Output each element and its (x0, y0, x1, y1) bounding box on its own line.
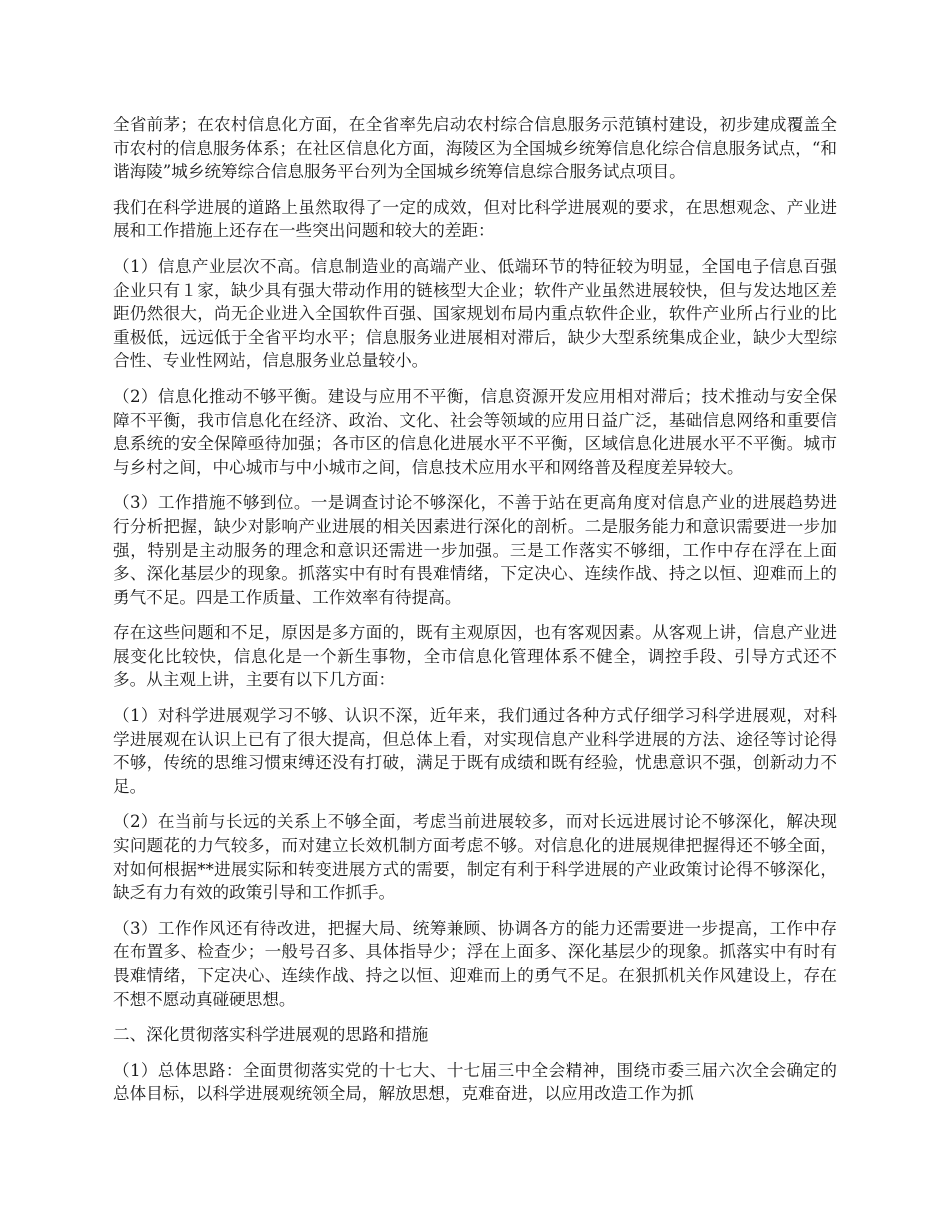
paragraph: （3）工作作风还有待改进，把握大局、统筹兼顾、协调各方的能力还需要进一步提高，工作中存在布置多、检查少；一般号召多、具体指导少；浮在上面多、深化基层少的现象。抓落实中有时有畏难情绪，下定决心、连续作战、持之以恒、迎难而上的勇气不足。在狠抓机关作风建设上，存在不想不愿动真碰硬思想。 (113, 918, 837, 1009)
paragraph: （2）在当前与长远的关系上不够全面，考虑当前进展较多，而对长远进展讨论不够深化，解决现实问题花的力气较多，而对建立长效机制方面考虑不够。对信息化的进展规律把握得还不够全面，对如何根据**进展实际和转变进展方式的需要，制定有利于科学进展的产业政策讨论得不够深化，缺乏有力有效的政策引导和工作抓手。 (113, 812, 837, 903)
paragraph: 存在这些问题和不足，原因是多方面的，既有主观原因，也有客观因素。从客观上讲，信息产业进展变化比较快，信息化是一个新生事物，全市信息化管理体系不健全，调控手段、引导方式还不多。从主观上讲，主要有以下几方面： (113, 623, 837, 690)
paragraph: 全省前茅；在农村信息化方面，在全省率先启动农村综合信息服务示范镇村建设，初步建成覆盖全市农村的信息服务体系；在社区信息化方面，海陵区为全国城乡统筹信息化综合信息服务试点，“和谐海陵”城乡统筹综合信息服务平台列为全国城乡统筹信息综合服务试点项目。 (113, 115, 837, 182)
paragraph: 我们在科学进展的道路上虽然取得了一定的成效，但对比科学进展观的要求，在思想观念、产业进展和工作措施上还存在一些突出问题和较大的差距： (113, 197, 837, 241)
document-body (113, 113, 837, 1118)
paragraph: （1）总体思路：全面贯彻落实党的十七大、十七届三中全会精神，围绕市委三届六次全会确定的总体目标，以科学进展观统领全局，解放思想，克难奋进，以应用改造工作为抓 (113, 1060, 837, 1104)
paragraph: （1）信息产业层次不高。信息制造业的高端产业、低端环节的特征较为明显，全国电子信息百强企业只有１家，缺少具有强大带动作用的链核型大企业；软件产业虽然进展较快，但与发达地区差距仍然很大，尚无企业进入全国软件百强、国家规划布局内重点软件企业，软件产业所占行业的比重极低，远远低于全省平均水平；信息服务业进展相对滞后，缺少大型系统集成企业，缺少大型综合性、专业性网站，信息服务业总量较小。 (113, 256, 837, 371)
section-heading: 二、深化贯彻落实科学进展观的思路和措施 (113, 1025, 429, 1045)
paragraph: （3）工作措施不够到位。一是调查讨论不够深化，不善于站在更高角度对信息产业的进展趋势进行分析把握，缺少对影响产业进展的相关因素进行深化的剖析。二是服务能力和意识需要进一步加强，特别是主动服务的理念和意识还需进一步加强。三是工作落实不够细，工作中存在浮在上面多、深化基层少的现象。抓落实中有时有畏难情绪，下定决心、连续作战、持之以恒、迎难而上的勇气不足。四是工作质量、工作效率有待提高。 (113, 493, 837, 607)
paragraph: （2）信息化推动不够平衡。建设与应用不平衡，信息资源开发应用相对滞后；技术推动与安全保障不平衡，我市信息化在经济、政治、文化、社会等领域的应用日益广泛，基础信息网络和重要信息系统的安全保障亟待加强；各市区的信息化进展水平不平衡，区域信息化进展水平不平衡。城市与乡村之间，中心城市与中小城市之间，信息技术应用水平和网络普及程度差异较大。 (113, 386, 837, 477)
paragraph: （1）对科学进展观学习不够、认识不深，近年来，我们通过各种方式仔细学习科学进展观，对科学进展观在认识上已有了很大提高，但总体上看，对实现信息产业科学进展的方法、途径等讨论得不够，传统的思维习惯束缚还没有打破，满足于既有成绩和既有经验，忧患意识不强，创新动力不足。 (113, 706, 837, 796)
